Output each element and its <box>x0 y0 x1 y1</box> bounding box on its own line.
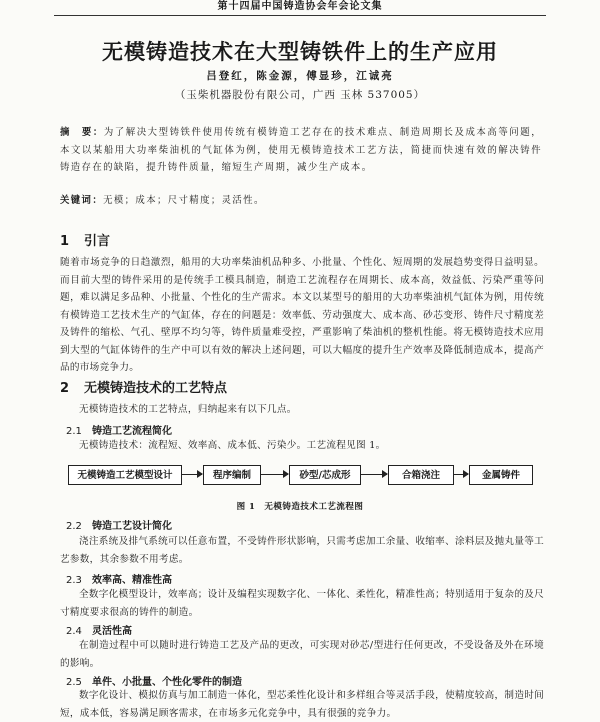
abstract-label: 摘 要： <box>60 127 104 138</box>
authors: 吕登红，陈金源，傅显珍，江诚亮 <box>206 70 394 82</box>
flow-step-metal-casting: 金属铸件 <box>469 465 533 485</box>
subsection-title: 灵活性高 <box>92 626 132 637</box>
abstract <box>60 124 542 177</box>
subsection-number: 2.5 <box>66 677 82 688</box>
subsection-title: 铸造工艺设计简化 <box>92 521 172 532</box>
flow-arrow <box>261 474 288 475</box>
abstract-text: 为了解决大型铸铁件使用传统有模铸造工艺存在的技术难点、制造周期长及成本高等问题，本文以某船用大功率柴油机的气缸体为例，使用无模铸造技术工艺方法，简捷而快速有效的解决铸件铸造存在的缺陷，提升铸件质量，缩短生产周期，减少生产成本。 <box>60 127 542 173</box>
keywords <box>60 192 542 206</box>
flow-step-programming: 程序编制 <box>203 465 261 485</box>
subsection-number: 2.4 <box>66 626 82 637</box>
flow-step-pouring: 合箱浇注 <box>388 465 454 485</box>
section-title: 引言 <box>84 234 111 249</box>
subsection-number: 2.3 <box>66 575 82 586</box>
flow-step-sand-molding: 砂型/芯成形 <box>289 465 361 485</box>
flow-arrow <box>454 474 468 475</box>
flow-arrow <box>182 474 202 475</box>
flow-step-model-design: 无模铸造工艺模型设计 <box>68 465 182 485</box>
section-2-heading <box>60 377 227 396</box>
subsection-title: 铸造工艺流程简化 <box>92 426 172 437</box>
section-2-intro: 无模铸造技术的工艺特点，归纳起来有以下几点。 <box>79 404 297 415</box>
flow-arrow <box>361 474 387 475</box>
subsection-2-4-text: 在制造过程中可以随时进行铸造工艺及产品的更改，可实现对砂芯/型进行任何更改，不受设备及外在环境的影响。 <box>60 640 544 669</box>
subsection-number: 2.2 <box>66 521 82 532</box>
subsection-2-1-text: 无模铸造技术：流程短、效率高、成本低、污染少。工艺流程见图 1。 <box>79 440 386 451</box>
subsection-2-1-heading <box>66 422 172 437</box>
header-rule <box>54 15 546 16</box>
subsection-2-3-text: 全数字化模型设计，效率高；设计及编程实现数字化、一体化、柔性化，精准性高；特别适用于复杂的及尺寸精度要求很高的铸件的制造。 <box>60 589 545 618</box>
figure-caption: 图 1 无模铸造技术工艺流程图 <box>236 502 364 512</box>
section-1-heading <box>60 230 110 249</box>
paper-title: 无模铸造技术在大型铸铁件上的生产应用 <box>102 40 498 64</box>
subsection-2-4-heading <box>66 622 132 637</box>
subsection-2-5-heading <box>66 673 242 688</box>
subsection-title: 单件、小批量、个性化零件的制造 <box>92 677 242 688</box>
subsection-2-3-heading <box>66 571 172 586</box>
running-header: 第十四届中国铸造协会年会论文集 <box>217 1 383 12</box>
section-title: 无模铸造技术的工艺特点 <box>84 381 228 396</box>
subsection-2-2-text: 浇注系统及排气系统可以任意布置，不受铸件形状影响，只需考虑加工余量、收缩率、涂料层及抛丸量等工艺参数，其余参数不用考虑。 <box>60 536 545 565</box>
section-1-paragraph: 随着市场竞争的日趋激烈，船用的大功率柴油机品种多、小批量、个性化、短周期的发展趋势变得日益明显。而目前大型的铸件采用的是传统手工模具制造，制造工艺流程存在周期长、成本高，效益低、污染严重等问题，难以满足多品种、小批量、个性化的生产需求。本文以某型号的船用的大功率柴油机气缸体为例，用传统有模铸造工艺技术生产的气缸体，存在的问题是：效率低、劳动强度大、成本高、砂芯变形、铸件尺寸精度差及铸件的缩松、气孔、壁厚不均匀等，铸件质量难受控，严重影响了柴油机的整机性能。将无模铸造技术应用到大型的气缸体铸件的生产中可以有效的解决上述问题，可以大幅度的提升生产效率及降低制造成本，提高产品的市场竞争力。 <box>60 257 544 373</box>
subsection-2-5-text: 数字化设计、模拟仿真与加工制造一体化，型芯柔性化设计和多样组合等灵活手段，使精度较高，制造时间短，成本低，容易满足顾客需求，在市场多元化竞争中，具有很强的竞争力。 <box>60 690 545 719</box>
subsection-2-2-heading <box>66 517 172 532</box>
subsection-title: 效率高、精准性高 <box>92 575 172 586</box>
affiliation: （玉柴机器股份有限公司，广西 玉林 537005） <box>174 89 426 101</box>
keywords-text: 无模；成本；尺寸精度；灵活性。 <box>103 195 265 206</box>
subsection-number: 2.1 <box>66 426 82 437</box>
section-number: 1 <box>60 234 70 249</box>
section-number: 2 <box>60 381 70 396</box>
keywords-label: 关键词： <box>60 195 104 206</box>
